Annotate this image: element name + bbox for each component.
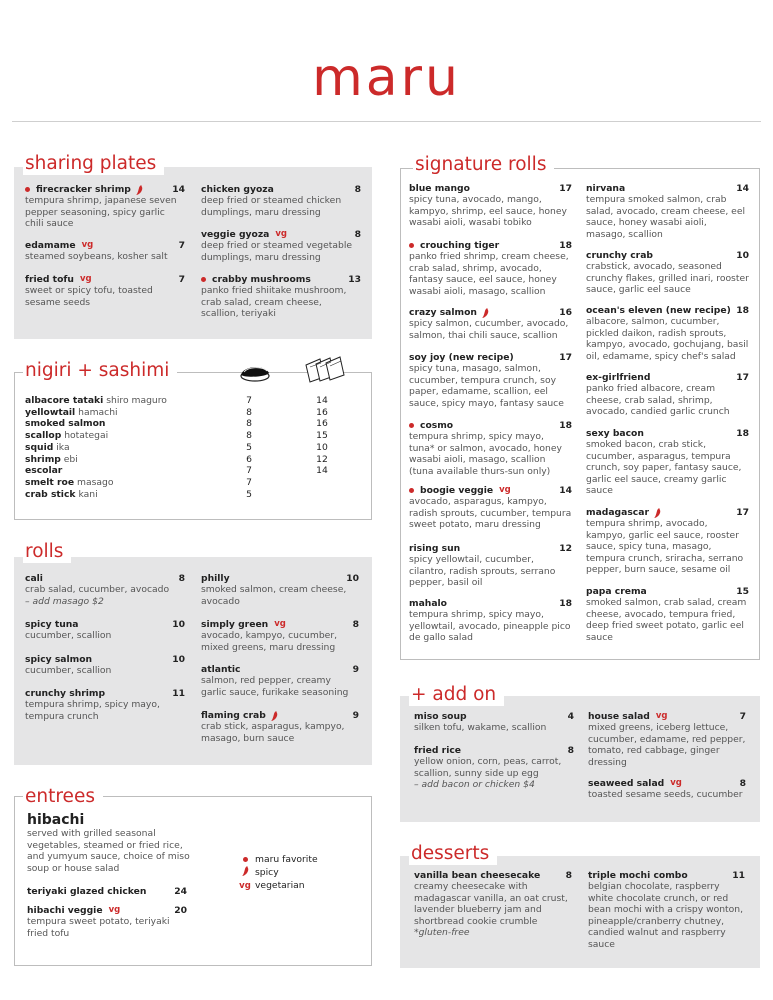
chili-icon: [242, 866, 249, 876]
entrees-heading: entrees: [23, 786, 103, 808]
favorite-dot-icon: [201, 277, 206, 282]
hibachi-block: [27, 812, 197, 874]
nigiri-price: 6: [246, 453, 252, 465]
sashimi-price: 12: [316, 453, 328, 465]
menu-item: mahalo 18 tempura shrimp, spicy mayo, yellowtail, avocado, pineapple pico de gallo salad: [409, 598, 572, 643]
favorite-dot-icon: [243, 857, 248, 862]
menu-item: seaweed salad vg 8 toasted sesame seeds, cucumber: [588, 778, 746, 800]
favorite-dot-icon: [409, 488, 414, 493]
sashimi-price: 15: [316, 430, 328, 442]
nigiri-price: 7: [246, 465, 252, 477]
vegetarian-badge: vg: [274, 619, 286, 629]
favorite-dot-icon: [409, 243, 414, 248]
menu-item: triple mochi combo 11 belgian chocolate, raspberry white chocolate crunch, or red bean mochi with a crispy wonton, pineapple/cranberry chutney, candied walnut and raspberry sauce: [588, 870, 745, 950]
chili-icon: [271, 711, 278, 721]
menu-item: edamame vg 7 steamed soybeans, kosher salt: [25, 240, 185, 262]
sashimi-price: 14: [316, 465, 328, 477]
menu-item: crouching tiger 18 panko fried shrimp, cream cheese, crab salad, shrimp, avocado, fantasy sauce, eel sauce, honey wasabi aioli, masago, scallion: [409, 240, 572, 297]
nigiri-row: smelt roe masago: [25, 476, 114, 488]
menu-item: cosmo 18 tempura shrimp, spicy mayo, tuna* or salmon, avocado, honey wasabi aioli, masago, scallion (tuna available thurs-sun only): [409, 420, 572, 477]
menu-item: spicy tuna 10 cucumber, scallion: [25, 619, 185, 641]
menu-item: nirvana 14 tempura smoked salmon, crab salad, avocado, cream cheese, eel sauce, honey wasabi aioli, masago, scallion: [586, 183, 749, 240]
menu-item: ex-girlfriend 17 panko fried albacore, cream cheese, crab salad, shrimp, avocado, candied garlic crunch: [586, 372, 749, 417]
vegetarian-badge: vg: [79, 274, 92, 284]
sashimi-price: 14: [316, 395, 328, 406]
menu-item: house salad vg 7 mixed greens, iceberg lettuce, cucumber, edamame, red pepper, tomato, red cabbage, ginger dressing: [588, 711, 746, 768]
nigiri-price: 7: [246, 395, 252, 406]
nigiri-price: 8: [246, 406, 252, 418]
sashimi-icon: [302, 355, 348, 385]
menu-item: philly 10 smoked salmon, cream cheese, avocado: [201, 573, 359, 607]
header-divider: [12, 121, 761, 122]
nigiri-row: scallop hotategai: [25, 430, 109, 442]
sashimi-price: 10: [316, 441, 328, 453]
nigiri-row: escolar: [25, 465, 63, 477]
menu-item: blue mango 17 spicy tuna, avocado, mango, kampyo, shrimp, eel sauce, honey wasabi aioli, wasabi tobiko: [409, 183, 572, 228]
restaurant-logo: maru: [312, 48, 461, 108]
menu-item: boogie veggie vg 14 avocado, asparagus, kampyo, radish sprouts, cucumber, tempura sweet potato, maru dressing: [409, 485, 572, 530]
nigiri-price: 5: [246, 441, 252, 453]
menu-item: ocean's eleven (new recipe) 18 albacore, salmon, cucumber, pickled daikon, radish sprouts, kampyo, avocado, gochujang, basil oil, edamame, spicy chef's salad: [586, 305, 749, 362]
menu-item: spicy salmon 10 cucumber, scallion: [25, 654, 185, 676]
menu-item: cali 8 crab salad, cucumber, avocado – add masago $2: [25, 573, 185, 607]
menu-item: soy joy (new recipe) 17 spicy tuna, masago, salmon, cucumber, tempura crunch, soy paper, edamame, scallion, eel sauce, spicy mayo, fantasy sauce: [409, 352, 572, 409]
favorite-dot-icon: [409, 423, 414, 428]
menu-item: teriyaki glazed chicken 24: [27, 886, 187, 897]
favorite-dot-icon: [25, 187, 30, 192]
menu-item: chicken gyoza 8 deep fried or steamed chicken dumplings, maru dressing: [201, 184, 361, 218]
nigiri-row: crab stick kani: [25, 488, 98, 500]
menu-item: vanilla bean cheesecake 8 creamy cheesecake with madagascar vanilla, an oat crust, lavender blueberry jam and shortbread cookie crumble *gluten-free: [414, 870, 572, 938]
nigiri-row: albacore tataki shiro maguro: [25, 395, 167, 406]
hibachi-description: served with grilled seasonal vegetables, steamed or fried rice, and yumyum sauce, choice of miso soup or house salad: [27, 828, 190, 874]
nigiri-heading: nigiri + sashimi: [23, 360, 177, 382]
chili-icon: [654, 508, 661, 518]
nigiri-row: shrimp ebi: [25, 453, 78, 465]
menu-item: papa crema 15 smoked salmon, crab salad, cream cheese, avocado, tempura fried, deep fried sweet potato, garlic eel sauce: [586, 586, 749, 643]
vegetarian-badge: vg: [499, 485, 511, 495]
sharing-plates-heading: sharing plates: [23, 153, 164, 175]
nigiri-price: 7: [246, 476, 252, 488]
vegetarian-badge: vg: [81, 240, 94, 250]
vegetarian-badge: vg: [108, 905, 121, 915]
vegetarian-badge: vg: [275, 229, 288, 239]
rolls-heading: rolls: [23, 541, 71, 563]
hibachi-title: hibachi: [27, 812, 85, 828]
nigiri-price: 5: [246, 488, 252, 500]
menu-item: crazy salmon 16 spicy salmon, cucumber, avocado, salmon, thai chili sauce, scallion: [409, 307, 572, 341]
nigiri-price: 8: [246, 418, 252, 430]
menu-item: fried rice 8 yellow onion, corn, peas, carrot, scallion, sunny side up egg – add bacon or chicken $4: [414, 745, 574, 790]
desserts-heading: desserts: [409, 843, 497, 865]
menu-item: crabby mushrooms 13 panko fried shiitake mushroom, crab salad, cream cheese, scallion, teriyaki: [201, 274, 361, 319]
menu-item: fried tofu vg 7 sweet or spicy tofu, toasted sesame seeds: [25, 274, 185, 308]
menu-item: miso soup 4 silken tofu, wakame, scallion: [414, 711, 574, 733]
nigiri-row: smoked salmon: [25, 418, 106, 430]
nigiri-price: 8: [246, 430, 252, 442]
menu-item: crunchy crab 10 crabstick, avocado, seasoned crunchy flakes, grilled inari, rooster sauce, garlic eel sauce: [586, 250, 749, 295]
menu-item: hibachi veggie vg 20 tempura sweet potato, teriyaki fried tofu: [27, 905, 187, 939]
menu-item: atlantic 9 salmon, red pepper, creamy garlic sauce, furikake seasoning: [201, 664, 359, 698]
menu-item: rising sun 12 spicy yellowtail, cucumber, cilantro, radish sprouts, serrano pepper, basil oil: [409, 543, 572, 588]
sashimi-price: 16: [316, 418, 328, 430]
menu-item: simply green vg 8 avocado, kampyo, cucumber, mixed greens, maru dressing: [201, 619, 359, 653]
add-on-heading: + add on: [409, 684, 504, 706]
vegetarian-badge: vg: [670, 778, 682, 788]
menu-item: firecracker shrimp 14 tempura shrimp, japanese seven pepper seasoning, spicy garlic chili sauce: [25, 184, 185, 229]
nigiri-row: yellowtail hamachi: [25, 406, 118, 418]
nigiri-icon: [238, 358, 272, 384]
chili-icon: [136, 185, 143, 195]
sashimi-price: 16: [316, 406, 328, 418]
menu-item: veggie gyoza vg 8 deep fried or steamed vegetable dumplings, maru dressing: [201, 229, 361, 263]
vegetarian-badge: vg: [655, 711, 668, 721]
legend: maru favorite spicy vg vegetarian: [239, 854, 318, 891]
nigiri-row: squid ika: [25, 441, 70, 453]
chili-icon: [482, 308, 489, 318]
menu-item: madagascar 17 tempura shrimp, avocado, kampyo, garlic eel sauce, rooster sauce, spicy tuna, masago, tempura crunch, sriracha, serrano pepper, burn sauce, sesame oil: [586, 507, 749, 575]
menu-item: sexy bacon 18 smoked bacon, crab stick, cucumber, asparagus, tempura crunch, soy paper, fantasy sauce, garlic eel sauce, creamy garlic sauce: [586, 428, 749, 496]
menu-item: crunchy shrimp 11 tempura shrimp, spicy mayo, tempura crunch: [25, 688, 185, 722]
signature-rolls-heading: signature rolls: [413, 154, 554, 176]
menu-item: flaming crab 9 crab stick, asparagus, kampyo, masago, burn sauce: [201, 710, 359, 744]
